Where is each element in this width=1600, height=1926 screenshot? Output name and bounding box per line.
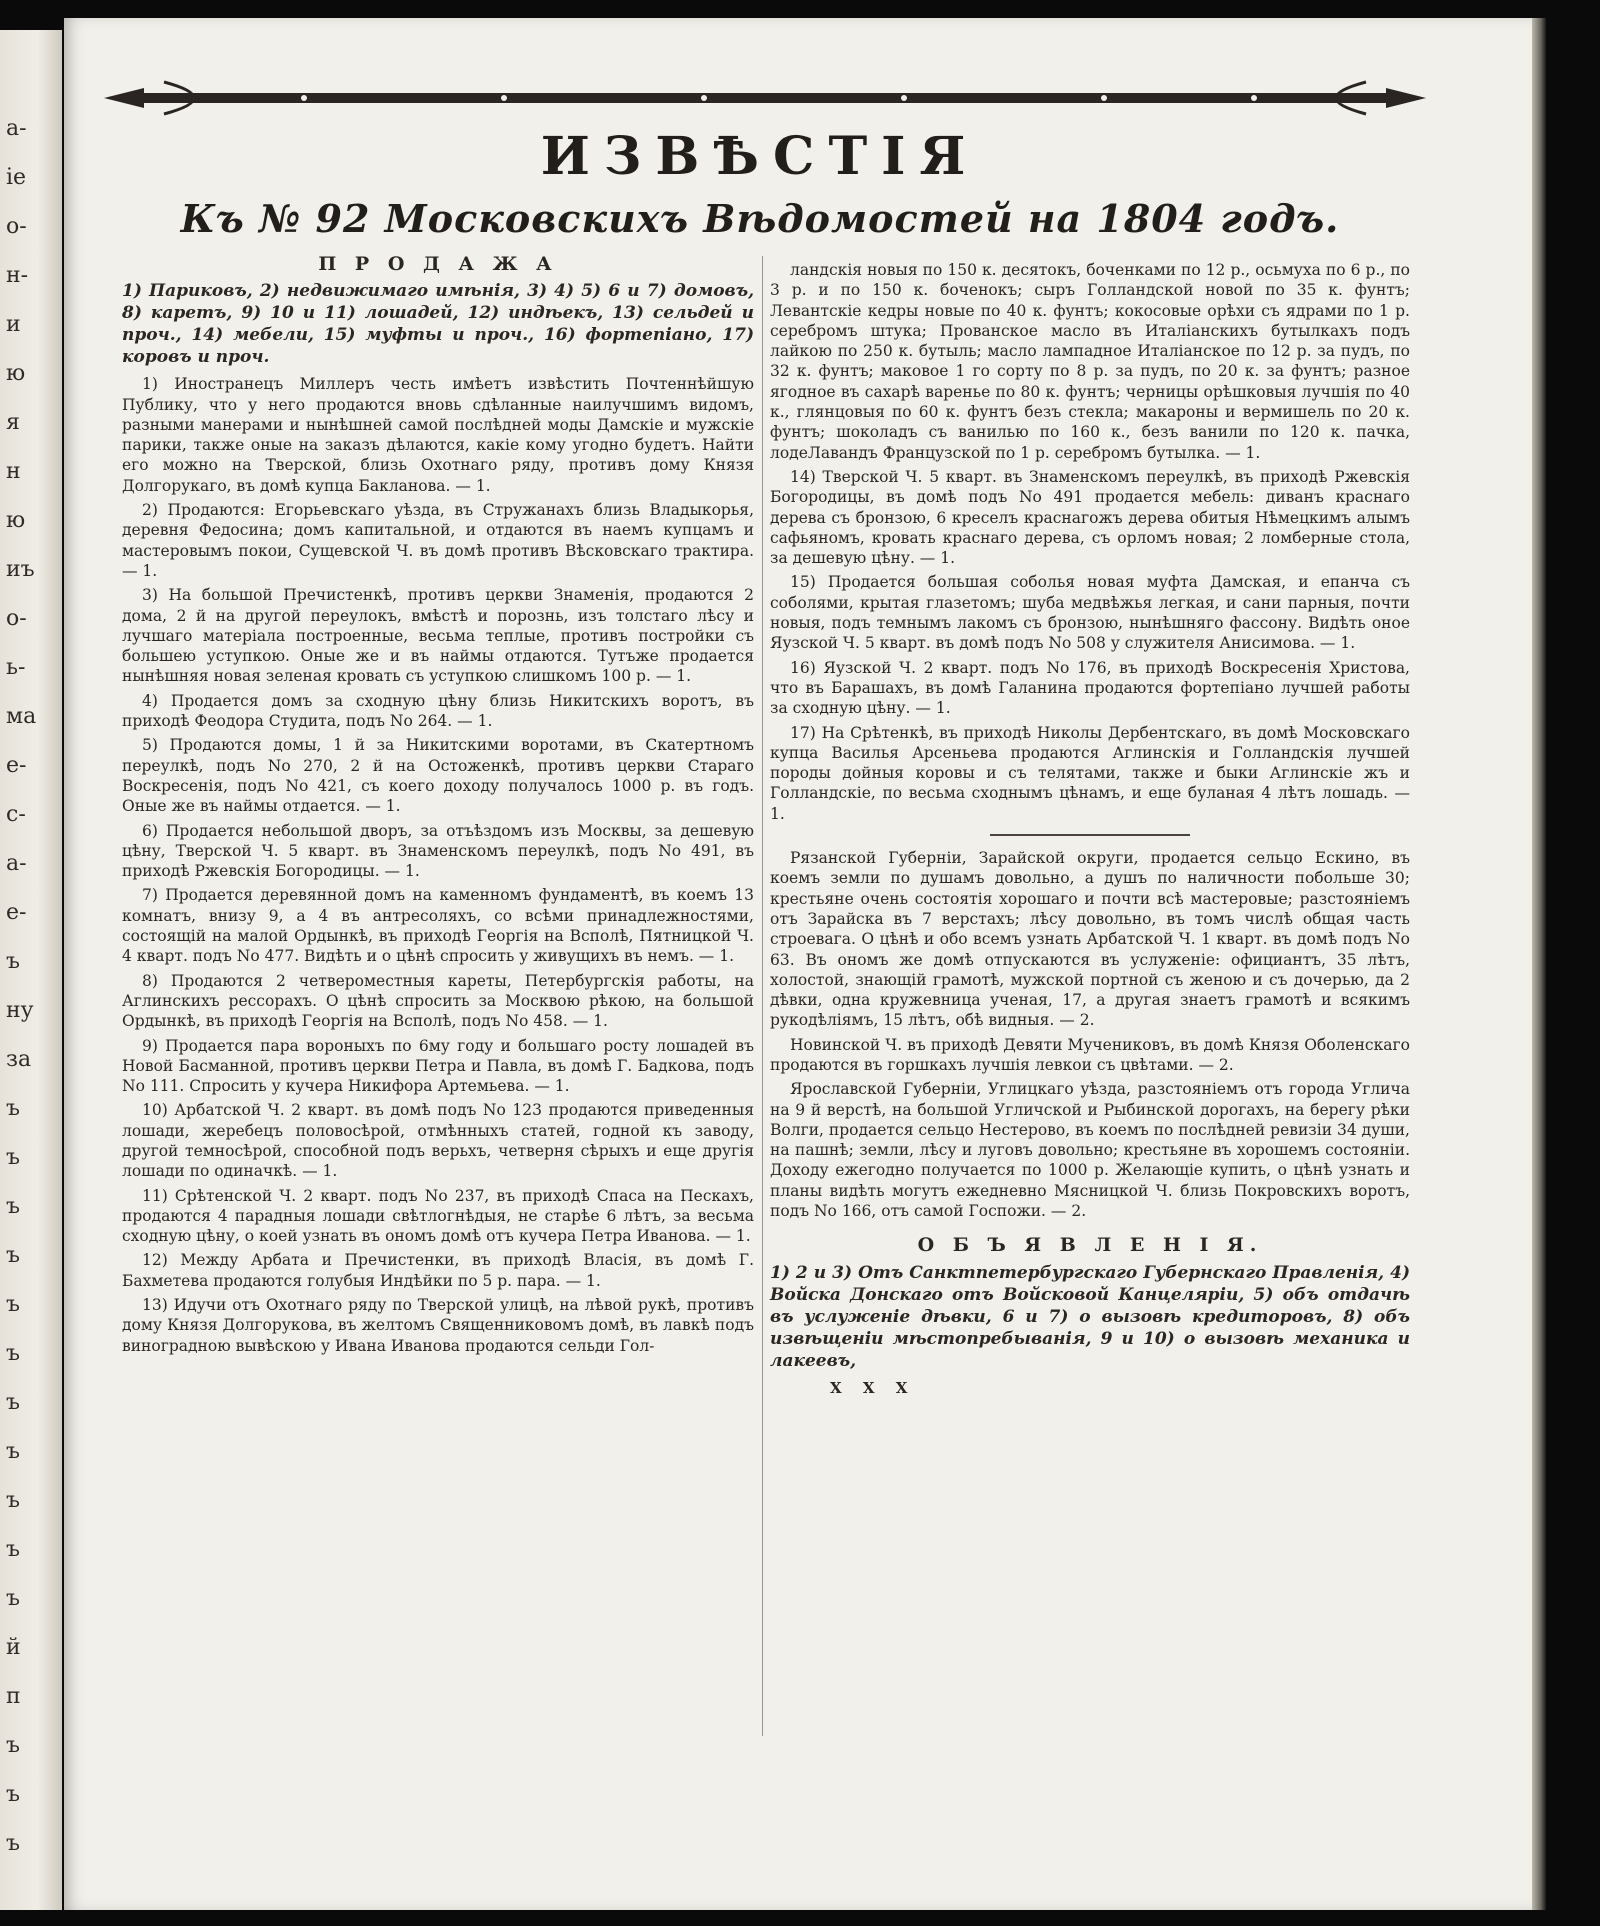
previous-page-fragment: ъ bbox=[6, 1145, 20, 1170]
previous-page-fragment: ъ bbox=[6, 1488, 20, 1513]
advertisement: Рязанской Губерніи, Зарайской округи, продается сельцо Ескино, въ коемъ земли по душамъ довольно, а душъ по наличности побольше 30; крестьяне очень состоятія хорошаго и почти всѣ мастеровые; разстояніемъ отъ Зарайска въ 7 верстахъ; лѣсу довольно, въ томъ числѣ общая часть строевага. О цѣнѣ и обо всемъ узнать Арбатской Ч. 1 кварт. въ домѣ подъ No 63. Въ ономъ же домѣ отпускаются въ услуженіе: официантъ, 35 лѣтъ, холостой, знающій грамотѣ, мужской портной съ женою и съ дочерью, да 2 дѣвки, одна кружевница ученая, 17, а другая знаетъ грамотѣ и всякимъ рукодѣліямъ, 15 лѣтъ, обѣ видныя. — 2. bbox=[770, 849, 1410, 1030]
previous-page-fragment: о- bbox=[6, 606, 27, 631]
advertisement: ландскія новыя по 150 к. десятокъ, боченками по 12 р., осьмуха по 6 р., по 3 р. и по 150 к. боченокъ; сыръ Голландской новой по 35 к. фунтъ; Левантскіе кедры новые по 40 к. фунтъ; кокосовые орѣхи съ ядрами по 1 р. серебромъ штука; Прованское масло въ Италіанскихъ бутылкахъ подъ лайкою по 250 к. бутыль; масло лампадное Италіанское по 12 р. за пудъ, по 32 к. фунтъ; маковое 1 го сорту по 8 р. за пудъ, по 20 к. за фунтъ; разное ягодное въ сахарѣ варенье по 80 к. фунтъ; черницы орѣшковыя лучшія по 40 к., глянцовыя по 60 к. фунтъ безъ стекла; макароны и вермишель по 20 к. фунтъ; шоколадъ съ ванилью по 160 к., безъ ванили по 120 к. пачка, лодеЛавандъ Французской по 1 р. серебромъ бутылка. — 1. bbox=[770, 261, 1410, 462]
page-subtitle: Къ № 92 Московскихъ Вѣдомостей на 1804 годъ. bbox=[180, 196, 1340, 241]
previous-page-fragment: ъ bbox=[6, 949, 20, 974]
left-column bbox=[122, 252, 754, 1360]
previous-page-fragment: ъ bbox=[6, 1390, 20, 1415]
previous-page-fragment: ь- bbox=[6, 655, 26, 680]
previous-page-fragment: ъ bbox=[6, 1586, 20, 1611]
right-column bbox=[770, 260, 1410, 1398]
advertisement: Ярославской Губерніи, Углицкаго уѣзда, разстояніемъ отъ города Углича на 9 й верстѣ, на большой Угличской и Рыбинской дорогахъ, на берегу рѣки Волги, продается сельцо Нестерово, въ коемъ по послѣдней ревизіи 34 души, на пашнѣ; земли, лѣсу и луговъ довольно; крестьяне въ хорошемъ состояніи. Доходу ежегодно получается по 1000 р. Желающіе купить, о цѣнѣ узнать и планы видѣть могутъ ежедневно Мясницкой Ч. близь Покровскихъ воротъ, подъ No 166, отъ самой Госпожи. — 2. bbox=[770, 1080, 1410, 1221]
previous-page-fragment: іе bbox=[6, 165, 27, 190]
previous-page-fragment: ъ bbox=[6, 1096, 20, 1121]
announcements-index: 1) 2 и 3) Отъ Санктпетербургскаго Губернскаго Правленія, 4) Войска Донскаго отъ Войсковой Канцеляріи, 5) объ отдачѣ въ услуженіе дѣвки, 6 и 7) о вызовѣ кредиторовъ, 8) объ извѣщеніи мѣстопребыванія, 9 и 10) о вызовѣ механика и лакеевъ, bbox=[770, 1262, 1410, 1371]
advertisement: 13) Идучи отъ Охотнаго ряду по Тверской улицѣ, на лѣвой рукѣ, противъ дому Князя Долгорукова, въ желтомъ Священниковомъ домѣ, въ лавкѣ подъ виноградною вывѣскою у Ивана Иванова продаются сельди Гол- bbox=[122, 1296, 754, 1355]
previous-page-fragment: а- bbox=[6, 851, 27, 876]
previous-page-fragment: с- bbox=[6, 802, 26, 827]
previous-page-fragment: ну bbox=[6, 998, 34, 1023]
advertisement: 16) Яузской Ч. 2 кварт. подъ No 176, въ приходѣ Воскресенія Христова, что въ Барашахъ, въ домѣ Галанина продаются фортепіано лучшей работы за сходную цѣну. — 1. bbox=[770, 658, 1410, 718]
previous-page-fragment: й bbox=[6, 1635, 21, 1660]
previous-page-fragment: е- bbox=[6, 900, 27, 925]
previous-page-fragment: ю bbox=[6, 361, 26, 386]
catchword: X X X bbox=[830, 1378, 916, 1397]
advertisement: 7) Продается деревянной домъ на каменномъ фундаментѣ, въ коемъ 13 комнатъ, внизу 9, а 4 въ антресоляхъ, со всѣми принадлежностями, состоящій на малой Ордынкѣ, въ приходѣ Георгія на Всполѣ, Пятницкой Ч. 4 кварт. подъ No 477. Видѣть и о цѣнѣ спросить у живущихъ въ немъ. — 1. bbox=[122, 886, 754, 966]
previous-page-fragment: ю bbox=[6, 508, 26, 533]
previous-page-fragment: ъ bbox=[6, 1341, 20, 1366]
advertisement: 2) Продаются: Егорьевскаго уѣзда, въ Стружанахъ близь Владыкорья, деревня Федосина; домъ капитальной, и отдаются въ наемъ купцамъ и мастеровымъ покои, Сущевской Ч. въ домѣ противъ Вѣсковскаго трактира. — 1. bbox=[122, 501, 754, 580]
previous-page-fragment: ъ bbox=[6, 1831, 20, 1856]
sales-index: 1) Париковъ, 2) недвижимаго имѣнія, 3) 4) 5) 6 и 7) домовъ, 8) каретъ, 9) 10 и 11) лошадей, 12) индѣекъ, 13) сельдей и проч., 14) мебели, 15) муфты и проч., 16) фортепіано, 17) коровъ и проч. bbox=[122, 281, 754, 368]
previous-page-fragment: е- bbox=[6, 753, 27, 778]
header-ornament bbox=[104, 78, 1426, 118]
previous-page-fragment: ъ bbox=[6, 1194, 20, 1219]
sales-ads-list bbox=[122, 374, 754, 1356]
previous-page-fragment: ъ bbox=[6, 1782, 20, 1807]
advertisement: 4) Продается домъ за сходную цѣну близь Никитскихъ воротъ, въ приходѣ Феодора Студита, подъ No 264. — 1. bbox=[122, 691, 754, 731]
advertisement: 10) Арбатской Ч. 2 кварт. въ домѣ подъ No 123 продаются приведенныя лошади, жеребецъ половосѣрой, отмѣнныхъ статей, годной къ заводу, другой темносѣрой, способной подъ верьхъ, четверня сѣрыхъ и еще другія лошади по одиначкѣ. — 1. bbox=[122, 1101, 754, 1181]
advertisement: 17) На Срѣтенкѣ, въ приходѣ Николы Дербентскаго, въ домѣ Московскаго купца Василья Арсеньева продаются Аглинскія и Голландскія лучшей породы дойныя коровы и съ телятами, также и быки Аглинскіе жъ и Голландскіе, по весьма сходнымъ цѣнамъ, и еще буланая 4 лѣтъ лошадь. — 1. bbox=[770, 723, 1410, 823]
previous-page-fragment: ъ bbox=[6, 1243, 20, 1268]
section-rule bbox=[990, 834, 1190, 836]
previous-page-fragment: н- bbox=[6, 263, 29, 288]
advertisement: 5) Продаются домы, 1 й за Никитскими воротами, въ Скатертномъ переулкѣ, подъ No 270, 2 й на Остоженкѣ, противъ церкви Стараго Воскресенія, подъ No 421, съ коего доходу получалось 1000 р. въ годъ. Оные же въ наймы отдается. — 1. bbox=[122, 736, 754, 816]
previous-page-fragment: ъ bbox=[6, 1439, 20, 1464]
previous-page-fragment: а- bbox=[6, 116, 27, 141]
column-divider bbox=[762, 256, 763, 1736]
advertisement: Новинской Ч. въ приходѣ Девяти Мучениковъ, въ домѣ Князя Оболенскаго продаются въ горшкахъ лучшія левкои съ цвѣтами. — 2. bbox=[770, 1035, 1410, 1074]
advertisement: 9) Продается пара вороныхъ по 6му году и большаго росту лошадей въ Новой Басманной, противъ церкви Петра и Павла, въ домѣ Г. Бадкова, подъ No 111. Спросить у кучера Никифора Артемьева. — 1. bbox=[122, 1036, 754, 1096]
previous-page-fragment: п bbox=[6, 1684, 21, 1709]
previous-page-fragment: о- bbox=[6, 214, 27, 239]
page-title: ИЗВѢСТІЯ bbox=[540, 126, 980, 187]
advertisement: 8) Продаются 2 четвероместныя кареты, Петербургскія работы, на Аглинскихъ рессорахъ. О цѣнѣ спросить за Москвою рѣкою, на большой Ордынкѣ, въ приходѣ Георгія на Всполѣ, подъ No 458. — 1. bbox=[122, 971, 754, 1031]
sales-ads-continued bbox=[770, 260, 1410, 824]
advertisement: 12) Между Арбата и Пречистенки, въ приходѣ Власія, въ домѣ Г. Бахметева продаются голубыя Индѣйки по 5 р. пара. — 1. bbox=[122, 1251, 754, 1290]
previous-page-fragment: иъ bbox=[6, 557, 35, 582]
previous-page-fragment: и bbox=[6, 312, 21, 337]
advertisement: 14) Тверской Ч. 5 кварт. въ Знаменскомъ переулкѣ, въ приходѣ Ржевскія Богородицы, въ домѣ подъ No 491 продается мебель: диванъ краснаго дерева съ бронзою, 6 креселъ краснагожъ дерева обитыя Нѣмецкимъ алымъ сафьяномъ, кровать краснаго дерева, съ орломъ новая; 2 ломберные стола, за дешевую цѣну. — 1. bbox=[770, 467, 1410, 568]
previous-page-fragment: ма bbox=[6, 704, 37, 729]
previous-page-fragment: ъ bbox=[6, 1537, 20, 1562]
previous-page-fragment: за bbox=[6, 1047, 32, 1072]
advertisement: 3) На большой Пречистенкѣ, противъ церкви Знаменія, продаются 2 дома, 2 й на другой переулокъ, вмѣстѣ и порознь, изъ толстаго лѣсу и лучшаго матеріала построенные, весьма теплые, противъ постройки съ большею уступкою. Оные же и въ наймы отдаются. Тутъже продается нынѣшняя новая зеленая кровать съ уступкою слишкомъ 100 р. — 1. bbox=[122, 586, 754, 686]
estate-ads-list bbox=[770, 848, 1410, 1221]
section-title-sales: П Р О Д А Ж А bbox=[318, 253, 558, 275]
section-title-announcements: О Б Ъ Я В Л Е Н І Я. bbox=[917, 1234, 1263, 1257]
previous-page-edge bbox=[0, 30, 62, 1910]
previous-page-fragment: ъ bbox=[6, 1292, 20, 1317]
advertisement: 15) Продается большая соболья новая муфта Дамская, и епанча съ соболями, крытая глазетомъ; шуба медвѣжья легкая, и сани парныя, почти новыя, подъ темнымъ лакомъ съ бронзою, нынѣшняго фассону. Видѣть оное Яузской Ч. 5 кварт. въ домѣ подъ No 508 у служителя Анисимова. — 1. bbox=[770, 573, 1410, 653]
advertisement: 6) Продается небольшой дворъ, за отъѣздомъ изъ Москвы, за дешевую цѣну, Тверской Ч. 5 кварт. въ Знаменскомъ переулкѣ, подъ No 491, въ приходѣ Ржевскія Богородицы. — 1. bbox=[122, 821, 754, 881]
advertisement: 11) Срѣтенской Ч. 2 кварт. подъ No 237, въ приходѣ Спаса на Пескахъ, продаются 4 парадныя лошади свѣтлогнѣдыя, не старѣе 6 лѣтъ, за весьма сходную цѣну, о коей узнать въ ономъ домѣ отъ кучера Петра Иванова. — 1. bbox=[122, 1186, 754, 1246]
previous-page-fragment: я bbox=[6, 410, 20, 435]
advertisement: 1) Иностранецъ Миллеръ честь имѣетъ извѣстить Почтеннѣйшую Публику, что у него продаются вновь сдѣланные наилучшимъ видомъ, разными манерами и нынѣшней самой послѣдней моды Дамскіе и мужскіе парики, также оные на заказъ дѣлаются, какіе кому угодно будетъ. Найти его можно на Тверской, близь Охотнаго ряду, противъ дому Князя Долгорукаго, въ домѣ купца Бакланова. — 1. bbox=[122, 375, 754, 495]
previous-page-fragment: н bbox=[6, 459, 21, 484]
page-edge bbox=[1532, 18, 1546, 1910]
previous-page-fragment: ъ bbox=[6, 1733, 20, 1758]
